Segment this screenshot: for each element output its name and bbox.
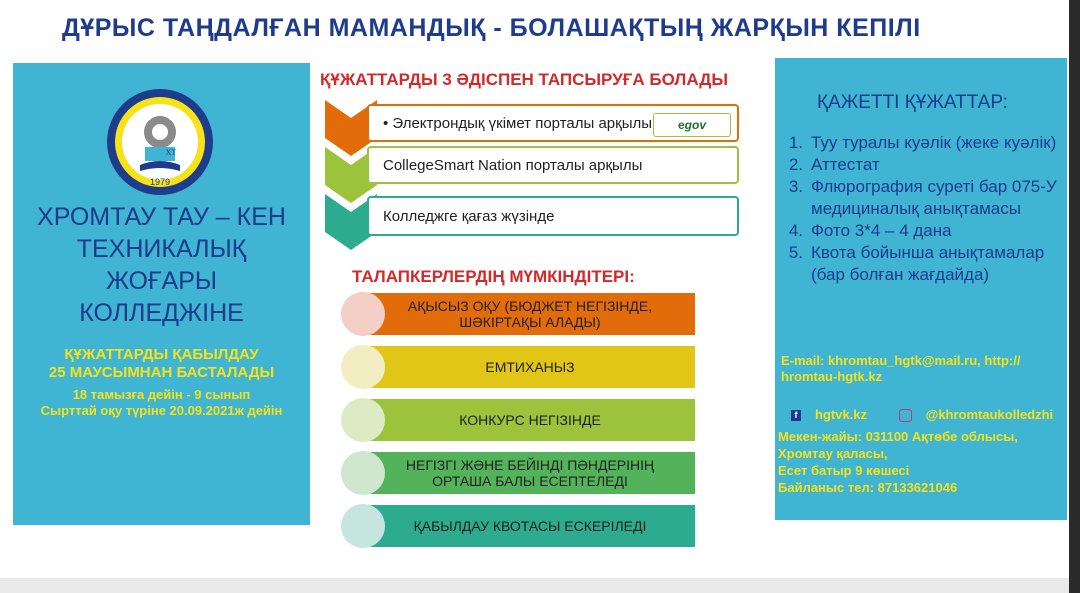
bullet-circle-icon [341,345,385,389]
methods-title: ҚҰЖАТТАРДЫ 3 ӘДІСПЕН ТАПСЫРУҒА БОЛАДЫ [320,70,728,89]
bullet-circle-icon [341,292,385,336]
list-item: 1. Туу туралы куәлік (жеке куәлік) [788,133,1057,152]
documents-panel [775,58,1067,520]
method-egov: • Электрондық үкімет порталы арқылы e gov [367,104,739,142]
bullet-circle-icon [341,504,385,548]
opportunity-item: НЕГІЗГІ ЖӘНЕ БЕЙІНДІ ПӘНДЕРІНІҢ ОРТАША БАЛЫ ЕСЕПТЕЛЕДІ [365,452,695,494]
list-item: 3. Флюрография суреті бар 075-У медициналық анықтамасы [788,177,1057,218]
college-panel [13,63,310,525]
egov-logo-icon: e gov [653,113,731,137]
window-edge [1069,0,1080,593]
acceptance-start: ҚҰЖАТТАРДЫ ҚАБЫЛДАУ 25 МАУСЫМНАН БАСТАЛАДЫ [48,346,275,381]
bullet-circle-icon [341,398,385,442]
documents-title: ҚАЖЕТТІ ҚҰЖАТТАР: [817,92,1008,113]
list-item: 5. Квота бойынша анықтамалар (бар болған жағдайда) [788,243,1045,284]
list-item: 2. Аттестат [788,155,880,174]
documents-list [775,132,1067,286]
opportunity-item: КОНКУРС НЕГІЗІНДЕ [365,399,695,441]
acceptance-deadlines: 18 тамызға дейін - 9 сынып Сырттай оқу түріне 20.09.2021ж дейін [40,387,283,418]
college-name: ХРОМТАУ ТАУ – КЕН ТЕХНИКАЛЫҚ ЖОҒАРЫ КОЛЛЕДЖІНЕ [37,203,286,327]
vk-link[interactable]: f hgtvk.kz [791,407,881,422]
svg-text:ХТ: ХТ [165,148,177,157]
opportunity-item: ЕМТИХАНЫЗ [365,346,695,388]
opportunities-title: ТАЛАПКЕРЛЕРДІҢ МҮМКІНДІТЕРІ: [352,267,635,286]
slide-title: ДҰРЫС ТАҢДАЛҒАН МАМАНДЫҚ - БОЛАШАҚТЫҢ ЖАРҚЫН КЕПІЛІ [62,14,921,42]
svg-text:1979: 1979 [149,177,171,187]
instagram-link[interactable]: @khromtaukolledzhi [899,407,1068,422]
social-links [791,407,1080,422]
bottom-strip [0,578,1069,593]
facebook-icon: f [791,410,801,421]
opportunity-item: ҚАБЫЛДАУ КВОТАСЫ ЕСКЕРІЛЕДІ [365,505,695,547]
list-item: 4. Фото 3*4 – 4 дана [788,221,952,240]
contact-address: Мекен-жайы: 031100 Ақтөбе облысы, Хромтау қаласы, Есет батыр 9 көшесі Байланыс тел: 87133621046 [778,429,1018,495]
college-logo-icon [105,87,215,197]
contact-email[interactable]: E-mail: khromtau_hgtk@mail.ru, http:// hromtau-hgtk.kz [781,353,1021,384]
opportunity-item: АҚЫСЫЗ ОҚУ (БЮДЖЕТ НЕГІЗІНДЕ, ШӘКІРТАҚЫ АЛАДЫ) [365,293,695,335]
method-paper: Колледжге қағаз жүзінде [367,196,739,236]
bullet-circle-icon [341,451,385,495]
instagram-icon [899,409,912,422]
method-college-smart: CollegeSmart Nation порталы арқылы [367,146,739,184]
